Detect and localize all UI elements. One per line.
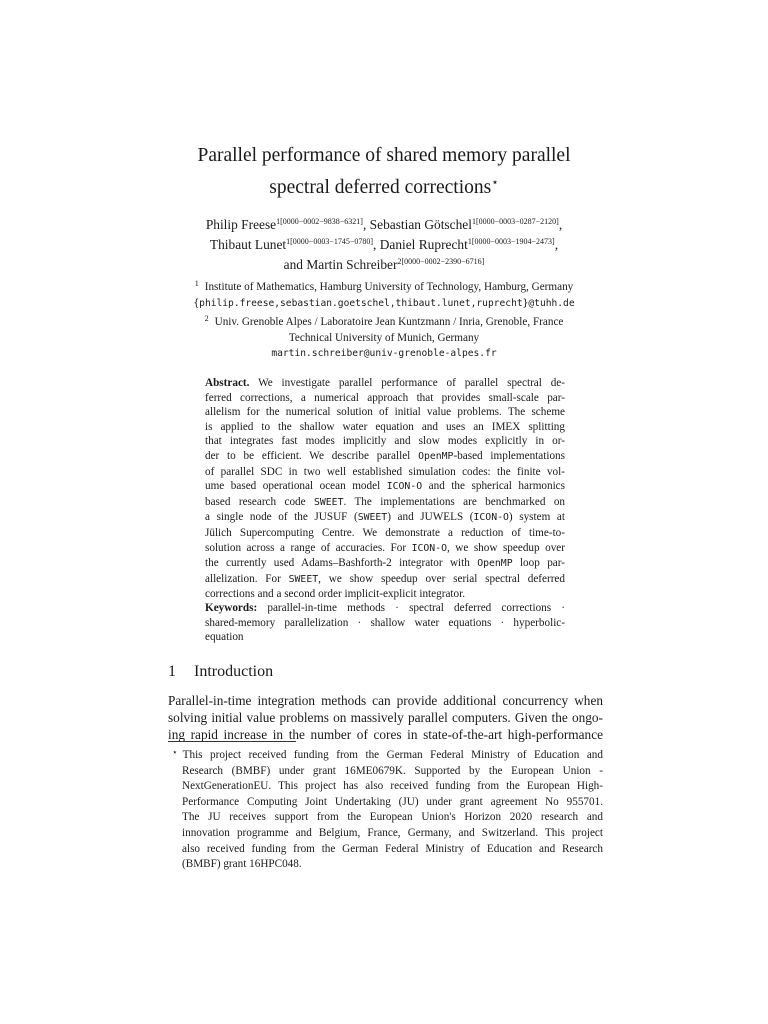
keywords-text: parallel-in-time methods · spectral deferred corrections · <box>267 602 566 614</box>
intro-paragraph <box>168 692 603 743</box>
code-term: OpenMP <box>418 450 454 462</box>
intro-line: Parallel-in-time integration methods can provide additional concurrency when <box>168 693 603 708</box>
author-separator: , <box>558 217 563 232</box>
paper-title <box>0 143 768 201</box>
author-orcid: 1[0000−0003−1904−2473] <box>467 237 555 246</box>
code-term: ICON-O <box>386 481 423 493</box>
abstract-text: solution across a range of accuracies. For <box>205 541 407 554</box>
abstract-text: der to be efficient. We describe parallel <box>205 449 411 462</box>
abstract-text: ) and JUWELS ( <box>387 511 474 524</box>
title-line-1: Parallel performance of shared memory parallel <box>197 145 571 166</box>
footnote-line: NextGenerationEU. This project has also received funding from the European High- <box>182 780 603 793</box>
footnote-line: The JU receives support from the European Union's Horizon 2020 research and <box>182 811 603 824</box>
title-line-2 <box>0 169 768 201</box>
abstract-line <box>205 541 565 557</box>
author-name: and Martin Schreiber <box>283 257 398 272</box>
footnote-line: (BMBF) grant 16HPC048. <box>182 858 302 871</box>
footnote <box>168 745 603 873</box>
abstract-text: loop par- <box>519 557 565 570</box>
author-orcid: 1[0000−0003−0287−2120] <box>471 217 559 226</box>
abstract-text: ume based operational ocean model <box>205 480 381 493</box>
abstract-line: ferred corrections, a numerical approach that provides small-scale par- <box>205 391 565 404</box>
affiliation-number: 1 <box>194 279 199 288</box>
author-name: Philip Freese <box>205 217 277 232</box>
abstract-text: the currently used Adams–Bashforth-2 integrator with <box>205 557 470 570</box>
affiliation-1-email[interactable]: {philip.freese,sebastian.goetschel,thibaut.lunet,ruprecht}@tuhh.de <box>193 297 575 309</box>
affiliation-text: Institute of Mathematics, Hamburg University of Technology, Hamburg, Germany <box>204 281 574 293</box>
author-separator: , <box>554 237 559 252</box>
abstract-line: allelism for the numerical solution of initial value problems. The scheme <box>205 406 565 419</box>
code-term: SWEET <box>357 512 388 524</box>
author-line-1 <box>0 213 768 233</box>
abstract-line: corrections and a second order implicit-explicit integrator. <box>205 588 466 601</box>
footnote-line: also received funding from the German Federal Ministry of Education and Research <box>182 842 603 855</box>
author-orcid: 2[0000−0002−2390−6716] <box>397 257 485 266</box>
abstract-label: Abstract. <box>205 377 250 389</box>
abstract-text: ) system at <box>508 511 565 524</box>
abstract-text: , we show speedup over <box>446 541 565 554</box>
abstract-text: . The implementations are benchmarked on <box>343 495 566 508</box>
abstract-text: and the spherical harmonics <box>428 480 566 493</box>
footnote-line: innovation programme and Belgium, France, Germany, and Switzerland. This project <box>182 826 603 839</box>
intro-line: ing rapid increase in the number of cores in state-of-the-art high-performance <box>168 727 603 742</box>
abstract-text: allelization. For <box>205 572 281 585</box>
abstract-line <box>205 572 565 588</box>
abstract-line <box>205 510 565 526</box>
affiliation-2 <box>0 311 768 331</box>
footnote-line: Performance Computing Joint Undertaking (JU) under grant agreement No 955701. <box>182 795 603 808</box>
affiliation-text: Univ. Grenoble Alpes / Laboratoire Jean Kuntzmann / Inria, Grenoble, France <box>214 316 564 328</box>
abstract-line <box>205 495 565 511</box>
abstract-text: a single node of the JUSUF ( <box>205 511 358 524</box>
affiliations <box>0 276 768 362</box>
author-list <box>0 213 768 273</box>
abstract-text: , we show speedup over serial spectral deferred <box>318 572 565 585</box>
affiliation-2-email[interactable]: martin.schreiber@univ-grenoble-alpes.fr <box>271 348 497 359</box>
code-term: ICON-O <box>411 542 447 554</box>
footnote-line: Research (BMBF) under grant 16ME0679K. Supported by the European Union - <box>182 764 603 777</box>
author-line-3 <box>0 253 768 273</box>
author-name: , Daniel Ruprecht <box>373 237 468 252</box>
title-footnote-mark: ⋆ <box>491 175 499 189</box>
abstract-text: -based implementations <box>453 449 565 462</box>
section-title: Introduction <box>194 663 274 680</box>
keywords-line: shared-memory parallelization · shallow water equations · hyperbolic- <box>205 616 565 629</box>
abstract-line <box>205 449 565 465</box>
author-line-2 <box>0 233 768 253</box>
abstract-line: Jülich Supercomputing Centre. We demonstrate a reduction of time-to- <box>205 526 565 539</box>
abstract-line <box>205 376 565 391</box>
abstract-text: We investigate parallel performance of parallel spectral de- <box>258 377 565 389</box>
abstract-line <box>205 556 565 572</box>
abstract-line: is applied to the shallow water equation and uses an IMEX splitting <box>205 420 565 433</box>
abstract-text: based research code <box>205 495 306 508</box>
code-term: SWEET <box>313 496 344 508</box>
author-name: Thibaut Lunet <box>209 237 287 252</box>
affiliation-1 <box>0 276 768 296</box>
abstract-line: of parallel SDC in two well established simulation codes: the finite vol- <box>205 465 565 478</box>
author-orcid: 1[0000−0003−1745−0780] <box>286 237 374 246</box>
footnote-divider <box>168 741 296 742</box>
keywords <box>205 601 565 645</box>
author-orcid: 1[0000−0002−9838−6321] <box>276 217 363 226</box>
affiliation-number: 2 <box>204 314 209 323</box>
footnote-line <box>168 745 603 764</box>
section-number: 1 <box>168 663 176 680</box>
abstract <box>205 376 565 602</box>
code-term: SWEET <box>288 573 319 585</box>
keywords-line <box>205 601 565 616</box>
affiliation-2-second-line: Technical University of Munich, Germany <box>288 331 480 344</box>
author-name: , Sebastian Götschel <box>362 217 472 232</box>
title-line-2-text: spectral deferred corrections <box>269 177 492 198</box>
intro-line: solving initial value problems on massively parallel computers. Given the ongo- <box>168 710 603 725</box>
keywords-label: Keywords: <box>205 602 258 614</box>
code-term: ICON-O <box>473 512 509 524</box>
footnote-mark: ⋆ <box>172 747 178 757</box>
abstract-line: that integrates fast modes implicitly and slow modes explicitly in or- <box>205 435 565 448</box>
abstract-line <box>205 479 565 495</box>
section-heading <box>168 662 273 682</box>
keywords-line: equation <box>205 631 244 644</box>
footnote-text: This project received funding from the German Federal Ministry of Education and <box>182 749 603 761</box>
code-term: OpenMP <box>477 558 513 570</box>
